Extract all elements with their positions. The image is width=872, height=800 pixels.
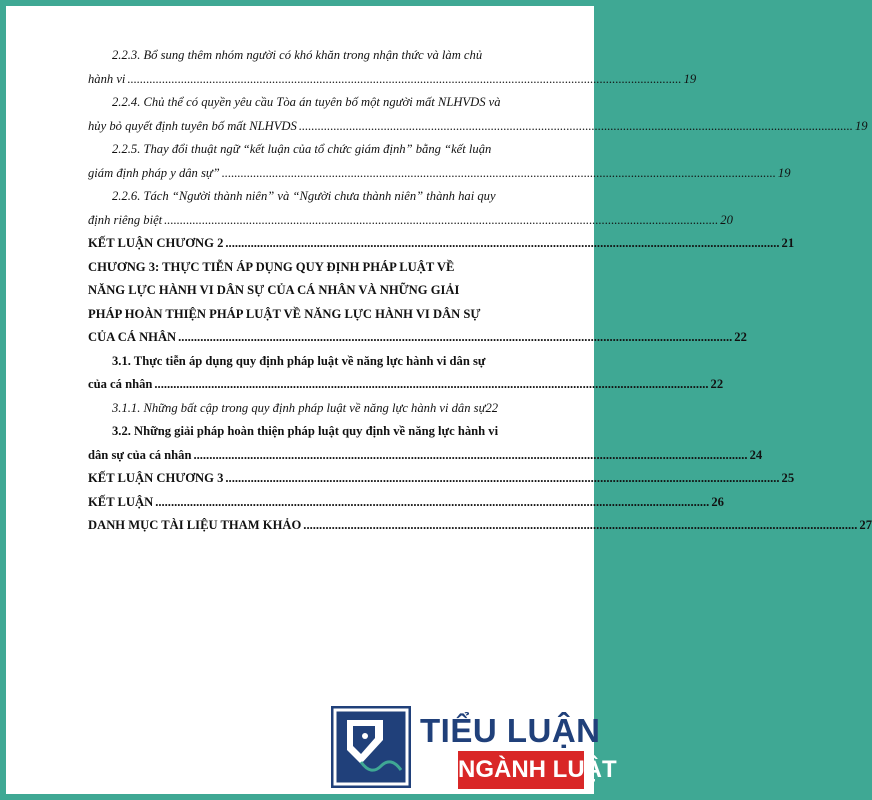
toc-entry-ket-luan[interactable]: KẾT LUẬN ..... 26: [88, 491, 554, 515]
leader-dots: [178, 326, 732, 350]
page-number: 19: [683, 71, 697, 86]
toc-entry-3-2[interactable]: 3.2. Những giải pháp hoàn thiện pháp luật quy định về năng lực hành vi dân sự của cá nhân ..... 24: [88, 420, 554, 467]
toc-entry-3-1-1[interactable]: 3.1.1. Những bất cập trong quy định pháp luật về năng lực hành vi dân sự 22: [88, 397, 554, 421]
toc-entry-ket-luan-chuong-3[interactable]: KẾT LUẬN CHƯƠNG 3 ..... 25: [88, 467, 554, 491]
leader-dots: [154, 373, 708, 397]
page-number: 24: [749, 447, 763, 462]
leader-dots: [299, 115, 853, 139]
page-number: 21: [781, 236, 795, 250]
toc-entry-2-2-5[interactable]: 2.2.5. Thay đổi thuật ngữ “kết luận của tổ chức giám định” bằng “kết luận giám định pháp y dân sự” ..... 19: [88, 138, 554, 185]
page-number: 19: [854, 118, 868, 133]
leader-dots: [127, 68, 681, 92]
page-number: 27: [859, 518, 872, 532]
toc-entry-chuong-3[interactable]: CHƯƠNG 3: THỰC TIỄN ÁP DỤNG QUY ĐỊNH PHÁP LUẬT VỀ NĂNG LỰC HÀNH VI DÂN SỰ CỦA CÁ NHÂN VÀ NHỮNG GIẢI PHÁP HOÀN THIỆN PHÁP LUẬT VỀ NĂNG LỰC HÀNH VI DÂN SỰ CỦA CÁ NHÂN ..... 22: [88, 256, 554, 350]
page-number: 20: [720, 212, 733, 227]
page-number: 22: [710, 377, 724, 391]
document-page: [6, 6, 872, 794]
toc-entry-2-2-3[interactable]: 2.2.3. Bổ sung thêm nhóm người có khó khăn trong nhận thức và làm chủ hành vi ..... 19: [88, 44, 554, 91]
leader-dots: [155, 491, 709, 515]
leader-dots: [193, 444, 747, 468]
page-number: 22: [485, 400, 499, 415]
page-number: 19: [777, 165, 791, 180]
toc-entry-2-2-6[interactable]: 2.2.6. Tách “Người thành niên” và “Người chưa thành niên” thành hai quy định riêng biệt ..... 20: [88, 185, 554, 232]
leader-dots: [225, 232, 779, 256]
toc-entry-ket-luan-chuong-2[interactable]: KẾT LUẬN CHƯƠNG 2 ..... 21: [88, 232, 554, 256]
brand-title: TIỂU LUẬN: [420, 712, 601, 749]
toc-entry-3-1[interactable]: 3.1. Thực tiễn áp dụng quy định pháp luật về năng lực hành vi dân sự của cá nhân ..... 22: [88, 350, 554, 397]
leader-dots: [303, 514, 857, 538]
page-number: 25: [781, 471, 795, 485]
leader-dots: [164, 209, 718, 233]
table-of-contents: [88, 44, 872, 538]
toc-entry-tai-lieu-tham-khao[interactable]: DANH MỤC TÀI LIỆU THAM KHẢO ..... 27: [88, 514, 554, 538]
brand-subtitle: NGÀNH LUẬT: [458, 751, 584, 789]
leader-dots: [225, 467, 779, 491]
page-number: 26: [711, 494, 724, 509]
leader-dots: [222, 162, 776, 186]
toc-entry-2-2-4[interactable]: 2.2.4. Chủ thể có quyền yêu cầu Tòa án tuyên bố một người mất NLHVDS và hủy bỏ quyết định tuyên bố mất NLHVDS ..... 19: [88, 91, 554, 138]
page-number: 22: [734, 330, 747, 344]
fountain-pen-nib-icon: [331, 706, 411, 788]
